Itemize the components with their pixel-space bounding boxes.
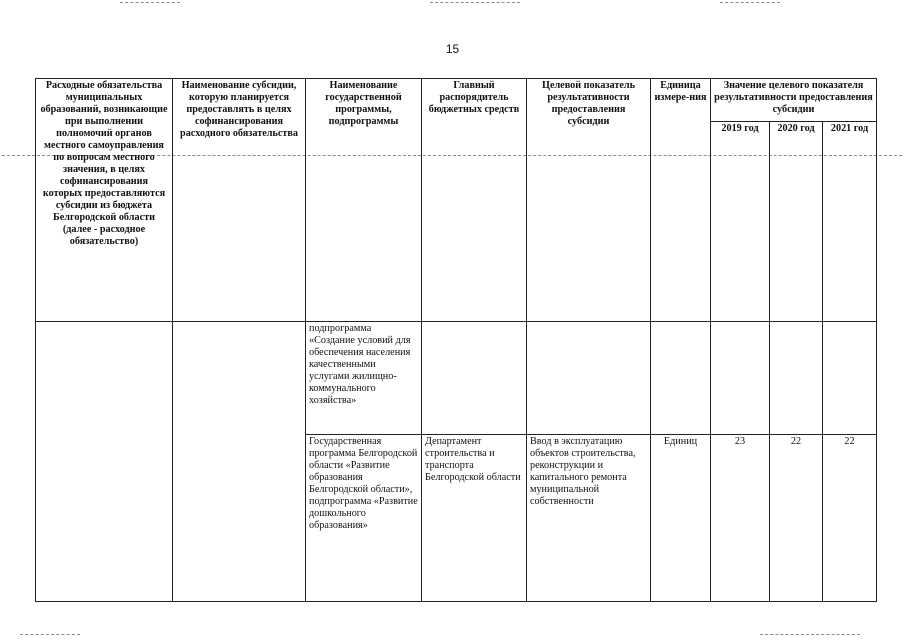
- header-expense-obligations: Расходные обязательства муниципальных образований, возникающие при выполнении полномочий органов местного самоуправления по вопросам местного значения, в целях софинансирования которых предоставляются субсидии из бюджета Белгородской области (далее - расходное обязательство): [36, 79, 173, 322]
- page-number: 15: [445, 42, 460, 56]
- header-target-value-group: Значение целевого показателя результативности предоставления субсидии: [711, 79, 877, 122]
- cell-value-2020: [770, 322, 823, 435]
- header-unit: Единица измере-ния: [651, 79, 711, 322]
- cell-unit: [651, 322, 711, 435]
- scan-artifact-line: [430, 2, 520, 3]
- cell-value-2021: [823, 322, 877, 435]
- cell-unit: Единиц: [651, 435, 711, 602]
- cell-program: подпрограмма «Создание условий для обеспечения населения качественными услугами жилищно-коммунального хозяйства»: [306, 322, 422, 435]
- cell-obligation: [36, 322, 173, 602]
- cell-value-2019: 23: [711, 435, 770, 602]
- cell-indicator: Ввод в эксплуатацию объектов строительства, реконструкции и капитального ремонта муниципальной собственности: [527, 435, 651, 602]
- header-year-2020: [770, 122, 823, 322]
- year-label: 2019 год: [721, 123, 759, 134]
- cell-administrator: Департамент строительства и транспорта Белгородской области: [422, 435, 527, 602]
- header-year-2021: [823, 122, 877, 322]
- scan-artifact-line: [120, 2, 180, 3]
- scan-artifact-line: [760, 634, 860, 635]
- cell-value-2019: [711, 322, 770, 435]
- cell-indicator: [527, 322, 651, 435]
- header-row: [36, 79, 877, 122]
- cell-value-2020: 22: [770, 435, 823, 602]
- header-budget-administrator: Главный распорядитель бюджетных средств: [422, 79, 527, 322]
- cell-subsidy: [173, 322, 306, 602]
- year-label: 2020 год: [777, 123, 815, 134]
- header-target-indicator: Целевой показатель результативности предоставления субсидии: [527, 79, 651, 322]
- header-program-name: Наименование государственной программы, подпрограммы: [306, 79, 422, 322]
- scan-artifact-line: [20, 634, 80, 635]
- subsidy-table: [35, 78, 877, 602]
- scan-artifact-line: [720, 2, 780, 3]
- cell-program: Государственная программа Белгородской области «Развитие образования Белгородской области», подпрограмма «Развитие дошкольного образования»: [306, 435, 422, 602]
- header-subsidy-name: Наименование субсидии, которую планируется предоставлять в целях софинансирования расходного обязательства: [173, 79, 306, 322]
- cell-administrator: [422, 322, 527, 435]
- cell-value-2021: 22: [823, 435, 877, 602]
- year-label: 2021 год: [830, 123, 869, 134]
- header-year-2019: [711, 122, 770, 322]
- table-row: [36, 322, 877, 435]
